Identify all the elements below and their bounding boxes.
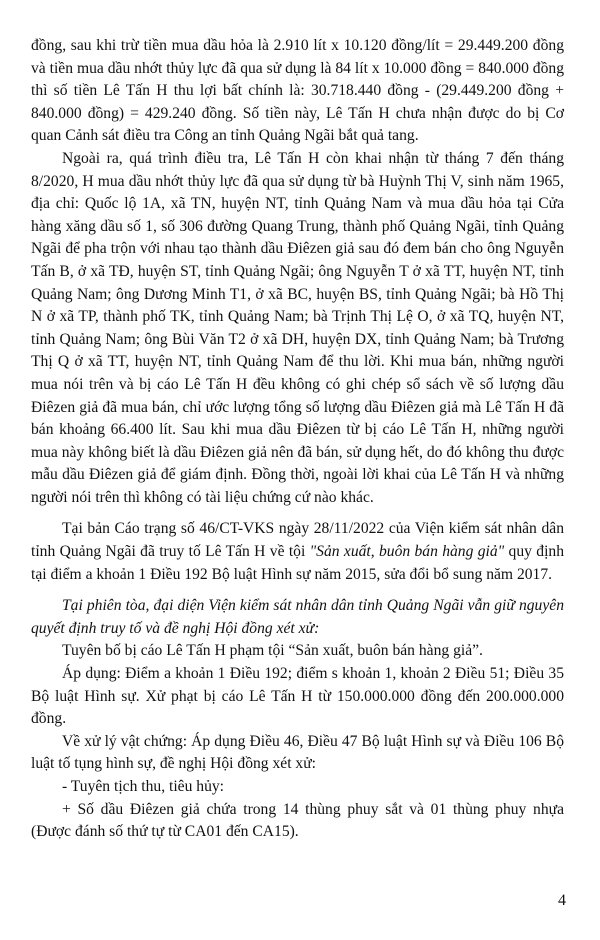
- paragraph-confiscation: - Tuyên tịch thu, tiêu hủy:: [62, 778, 225, 795]
- paragraph-diesel-barrels: + Số dầu Điêzen giả chứa trong 14 thùng phuy sắt và 01 thùng phuy nhựa (Được đánh số thứ tự từ CA01 đến CA15).: [31, 800, 564, 841]
- page-number: 4: [558, 892, 566, 909]
- paragraph-profit-calculation: đồng, sau khi trừ tiền mua dầu hỏa là 2.910 lít x 10.120 đồng/lít = 29.449.200 đồng và tiền mua dầu nhớt thủy lực đã qua sử dụng là 84 lít x 10.000 đồng = 840.000 đồng thì số tiền Lê Tấn H thu lợi bất chính là: 30.718.440 đồng - (29.449.200 đồng + 840.000 đồng) = 429.240 đồng. Số tiền này, Lê Tấn H chưa nhận được do bị Cơ quan Cảnh sát điều tra Công an tỉnh Quảng Ngãi bắt quả tang.: [31, 37, 564, 145]
- indictment-text: Tại bản Cáo trạng số 46/CT-VKS ngày 28/11/2022 của Viện kiểm sát nhân dân tỉnh Quảng Ngãi đã truy tố Lê Tấn H về tội: [31, 520, 564, 561]
- prosecutor-statement-text: Tại phiên tòa, đại diện Viện kiểm sát nhân dân tỉnh Quảng Ngãi vẫn giữ nguyên quyết định truy tố và đề nghị Hội đồng xét xử:: [31, 597, 564, 637]
- paragraph-investigation: Ngoài ra, quá trình điều tra, Lê Tấn H còn khai nhận từ tháng 7 đến tháng 8/2020, H mua dầu nhớt thủy lực đã qua sử dụng từ bà Huỳnh Thị V, sinh năm 1965, địa chỉ: Quốc lộ 1A, xã TN, huyện NT, tỉnh Quảng Nam và mua dầu hỏa tại Cửa hàng xăng dầu số 1, số 306 đường Quang Trung, thành phố Quảng Ngãi, tỉnh Quảng Ngãi để pha trộn với nhau tạo thành dầu Điêzen giả sau đó đem bán cho ông Nguyễn Tấn B, ở xã TĐ, huyện ST, tỉnh Quảng Ngãi; ông Nguyễn T ở xã TT, huyện NT, tỉnh Quảng Nam; ông Dương Minh T1, ở xã BC, huyện BS, tỉnh Quảng Ngãi; bà Hồ Thị N ở xã TP, thành phố TK, tỉnh Quảng Nam; bà Trịnh Thị Lệ O, ở xã TQ, huyện NT, tỉnh Quảng Nam; ông Bùi Văn T2 ở xã DH, huyện DX, tỉnh Quảng Nam; bà Trương Thị Q ở xã TT, huyện NT, tỉnh Quảng Nam để thu lời. Khi mua bán, những người mua nói trên và bị cáo Lê Tấn H đều không có ghi chép sổ sách về số lượng dầu Điêzen giả đã mua bán, chỉ ước lượng tổng số lượng dầu Điêzen giả mà Lê Tấn H đã bán khoảng 66.400 lít. Sau khi mua dầu Điêzen từ bị cáo Lê Tấn H, những người mua này không biết là dầu Điêzen giả nên đã bán, sử dụng hết, do đó không thu được mẫu dầu Điêzen giả để giám định. Đồng thời, ngoài lời khai của Lê Tấn H và những người nói trên thì không có tài liệu chứng cứ nào khác.: [31, 149, 564, 506]
- indictment-text-end: quy định tại điểm a khoản 1 Điều 192 Bộ luật Hình sự năm 2015, sửa đổi bổ sung năm 2017.: [31, 543, 564, 583]
- paragraph-evidence-handling: Về xử lý vật chứng: Áp dụng Điều 46, Điều 47 Bộ luật Hình sự và Điều 106 Bộ luật tố tụng hình sự, đề nghị Hội đồng xét xử:: [31, 732, 564, 773]
- charge-quote: "Sản xuất, buôn bán hàng giả": [309, 543, 505, 561]
- paragraph-applied-law: Áp dụng: Điểm a khoản 1 Điều 192; điểm s khoản 1, khoản 2 Điều 51; Điều 35 Bộ luật Hình sự. Xử phạt bị cáo Lê Tấn H từ 150.000.000 đồng đến 200.000.000 đồng.: [31, 665, 564, 728]
- paragraph-prosecutor-statement: [31, 595, 564, 640]
- paragraph-verdict-request: Tuyên bố bị cáo Lê Tấn H phạm tội “Sản xuất, buôn bán hàng giả”.: [62, 642, 483, 660]
- paragraph-indictment: [31, 518, 564, 586]
